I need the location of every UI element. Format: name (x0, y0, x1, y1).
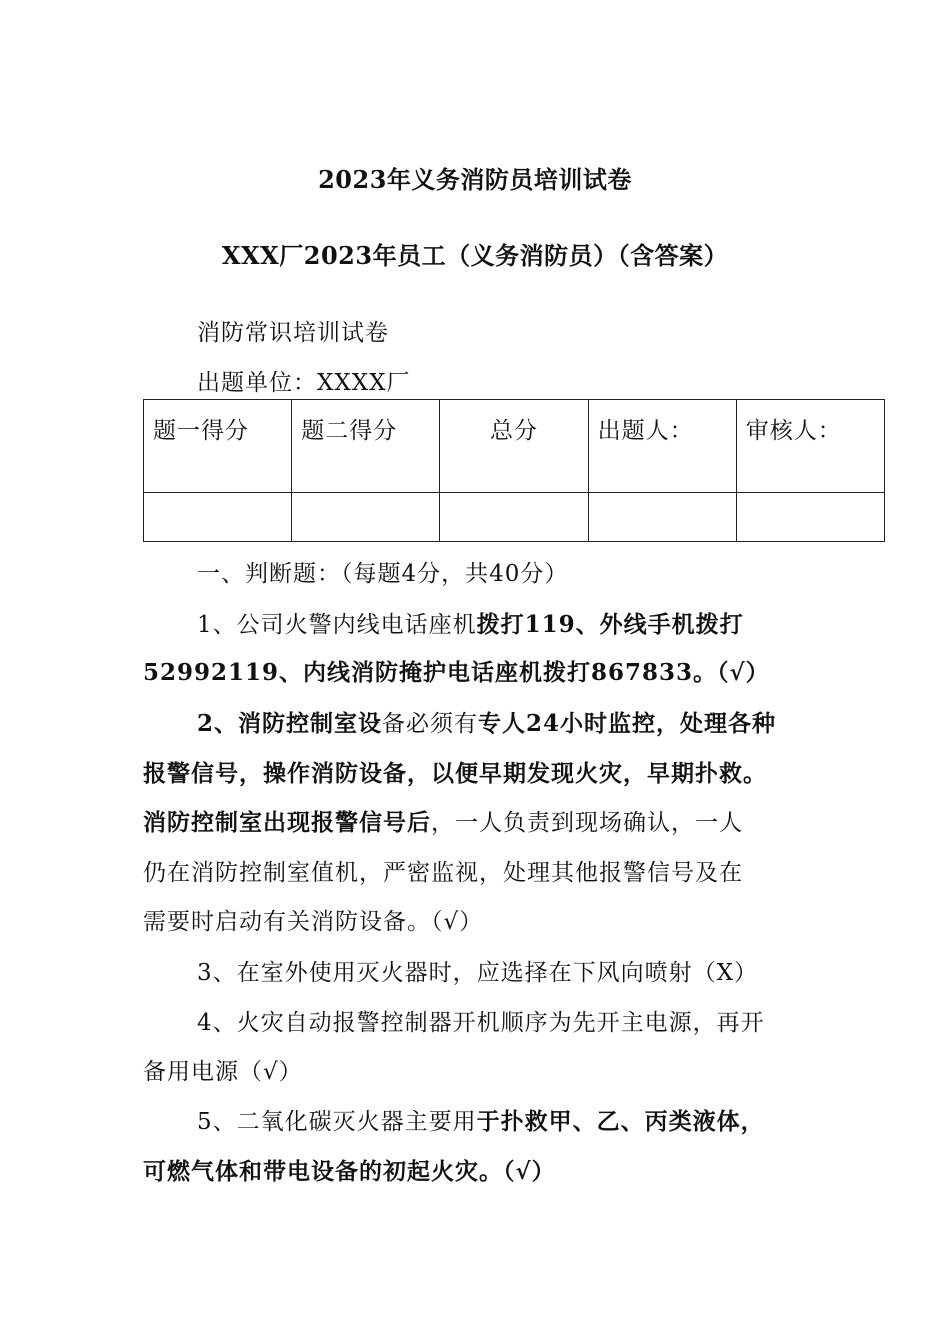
page-title: 2023年义务消防员培训试卷 (318, 165, 632, 194)
q5-line1 (197, 1103, 765, 1136)
q1-line1-part-b: 拨打119、外线手机拨打 (476, 611, 744, 638)
q2-line1-part-c: 专人24小时监控，处理各种 (478, 710, 777, 737)
section1-heading: 一、判断题：（每题4分，共40分） (197, 561, 569, 587)
issuer: 出题单位：XXXX厂 (197, 370, 411, 396)
q5-line1-part-a: 5、二氧化碳灭火器主要用 (197, 1109, 477, 1135)
header-question-setter: 出题人： (588, 400, 736, 493)
q2-line1-part-a: 2、消防控制室设 (197, 710, 383, 737)
header-q1-score: 题一得分 (144, 400, 292, 493)
q1-line1-part-a: 1、公司火警内线电话座机 (197, 612, 477, 638)
q5-line1-part-b: 于扑救甲、乙、丙类液体， (476, 1108, 765, 1135)
score-table (143, 399, 885, 542)
score-table-value-row (144, 493, 885, 542)
exam-name: 消防常识培训试卷 (197, 320, 389, 346)
q1-line2: 52992119、内线消防掩护电话座机拨打867833。（√） (143, 659, 770, 686)
q2-line3 (143, 804, 743, 837)
score-cell-q2 (292, 493, 440, 542)
q2-line1-part-b: 备必须有 (382, 711, 479, 737)
q2-line2: 报警信号，操作消防设备，以便早期发现火灾，早期扑救。 (143, 760, 767, 787)
header-q2-score: 题二得分 (292, 400, 440, 493)
q4-line2: 备用电源（√） (143, 1059, 303, 1085)
score-cell-total (440, 493, 588, 542)
q1-line1 (197, 606, 744, 639)
score-cell-setter (588, 493, 736, 542)
score-cell-q1 (144, 493, 292, 542)
q2-line3-part-b: ，一人负责到现场确认，一人 (431, 810, 743, 836)
q5-line2: 可燃气体和带电设备的初起火灾。（√） (143, 1158, 556, 1185)
score-table-header-row (144, 400, 885, 493)
header-reviewer: 审核人： (736, 400, 884, 493)
q3-line1: 3、在室外使用灭火器时，应选择在下风向喷射（X） (197, 960, 759, 986)
q2-line3-part-a: 消防控制室出现报警信号后 (143, 809, 431, 836)
q2-line5: 需要时启动有关消防设备。（√） (143, 909, 484, 935)
header-total-score: 总分 (440, 400, 588, 493)
q2-line1 (197, 705, 776, 738)
q4-line1: 4、火灾自动报警控制器开机顺序为先开主电源，再开 (197, 1010, 765, 1036)
score-cell-reviewer (736, 493, 884, 542)
q2-line4: 仍在消防控制室值机，严密监视，处理其他报警信号及在 (143, 860, 743, 886)
page-subtitle: XXX厂2023年员工（义务消防员）（含答案） (221, 241, 729, 270)
